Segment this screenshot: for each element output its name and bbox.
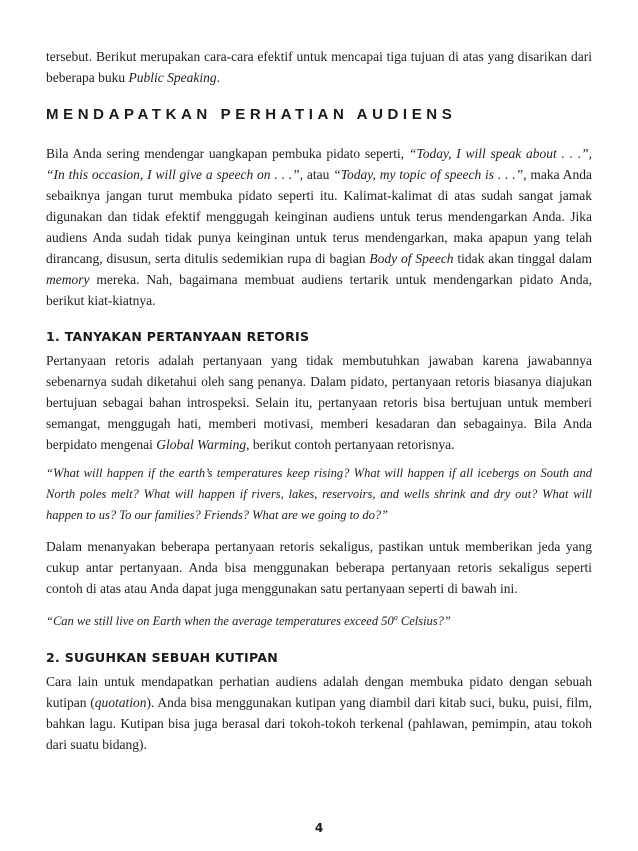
para1-italic-2: memory	[46, 272, 90, 287]
quote-block-2	[46, 607, 592, 632]
para4-italic-1: quotation	[94, 695, 147, 711]
para1-quote-1: “Today, I will speak about . . .”	[408, 146, 589, 161]
subheading-1: 1. TANYAKAN PERTANYAAN RETORIS	[46, 329, 310, 344]
intro-text: tersebut. Berikut merupakan cara-cara efektif untuk mencapai tiga tujuan di atas yang disarikan dari beberapa buku	[46, 49, 592, 85]
para4-text-2: ). Anda bisa menggunakan kutipan yang diambil dari kitab suci, buku, puisi, film, bahkan lagu. Kutipan bisa juga berasal dari tokoh-tokoh terkenal (pahlawan, pemimpin, atau tokoh dari suatu bidang).	[46, 695, 592, 753]
intro-italic: Public Speaking	[128, 70, 217, 85]
intro-paragraph	[46, 46, 592, 88]
para1-text-2: ,	[588, 146, 592, 161]
para1-text-6: mereka. Nah, bagaimana membuat audiens tertarik untuk mendengarkan pidato Anda, berikut kiat-kiatnya.	[46, 272, 592, 308]
page-number: 4	[314, 821, 324, 835]
quote2-degree: o	[393, 613, 398, 622]
para2-text-1: Pertanyaan retoris adalah pertanyaan yang tidak membutuhkan jawaban karena jawabannya sebenarnya sudah diketahui oleh sang penanya. Dalam pidato, pertanyaan retoris biasanya diajukan bertujuan sebagai bahan introspeksi. Selain itu, pertanyaan retoris bisa bertujuan untuk memberi semangat, menggugah hati, memberi motivasi, memberi kesadaran dan sebagainya. Bila Anda berpidato mengenai	[46, 353, 592, 452]
document-page	[46, 46, 592, 755]
quote2-after: Celsius?”	[397, 614, 451, 629]
para1-italic-1: Body of Speech	[369, 251, 454, 266]
para1-text-4: , maka Anda sebaiknya jangan turut membuka pidato seperti itu. Kalimat-kalimat di atas sudah sangat jamak digunakan dan tidak efektif menggugah keinginan audiens untuk terus mendengarkan Anda. Jika audiens Anda sudah tidak punya keinginan untuk terus mendengarkan, maka apapun yang telah dirancang, disusun, serta ditulis sedemikian rupa di bagian	[46, 167, 592, 266]
section-title: MENDAPATKAN PERHATIAN AUDIENS	[46, 106, 457, 123]
para1-text-3: , atau	[299, 167, 334, 182]
para1-quote-3: “Today, my topic of speech is . . .”	[333, 167, 524, 182]
paragraph-rhetorical	[46, 350, 592, 455]
intro-end: .	[216, 70, 220, 85]
para1-text-1: Bila Anda sering mendengar uangkapan pembuka pidato seperti,	[46, 146, 409, 161]
para2-text-2: , berikut contoh pertanyaan retorisnya.	[246, 437, 455, 452]
para1-text-5: tidak akan tinggal dalam	[453, 251, 592, 266]
para1-quote-2: “In this occasion, I will give a speech on . . .”	[46, 167, 300, 182]
paragraph-pause: Dalam menanyakan beberapa pertanyaan retoris sekaligus, pastikan untuk memberikan jeda yang cukup antar pertanyaan. Anda bisa menggunakan beberapa pertanyaan retoris sekaligus seperti contoh di atas atau Anda dapat juga menggunakan satu pertanyaan seperti di bawah ini.	[46, 539, 592, 596]
subheading-2: 2. SUGUHKAN SEBUAH KUTIPAN	[46, 650, 279, 666]
para2-italic-1: Global Warming	[156, 437, 247, 452]
quote-block-1: “What will happen if the earth’s temperatures keep rising? What will happen if all icebergs on South and North poles melt? What will happen if rivers, lakes, reservoirs, and wells shrink and dry out? What will happen to us? To our families? Friends? What are we going to do?”	[46, 466, 592, 522]
paragraph-quotation	[46, 671, 592, 755]
quote2-before: “Can we still live on Earth when the average temperatures exceed 50	[46, 614, 394, 629]
paragraph-opening	[46, 143, 592, 311]
para4-text-1: Cara lain untuk mendapatkan perhatian audiens adalah dengan membuka pidato dengan sebuah kutipan (	[46, 674, 592, 711]
